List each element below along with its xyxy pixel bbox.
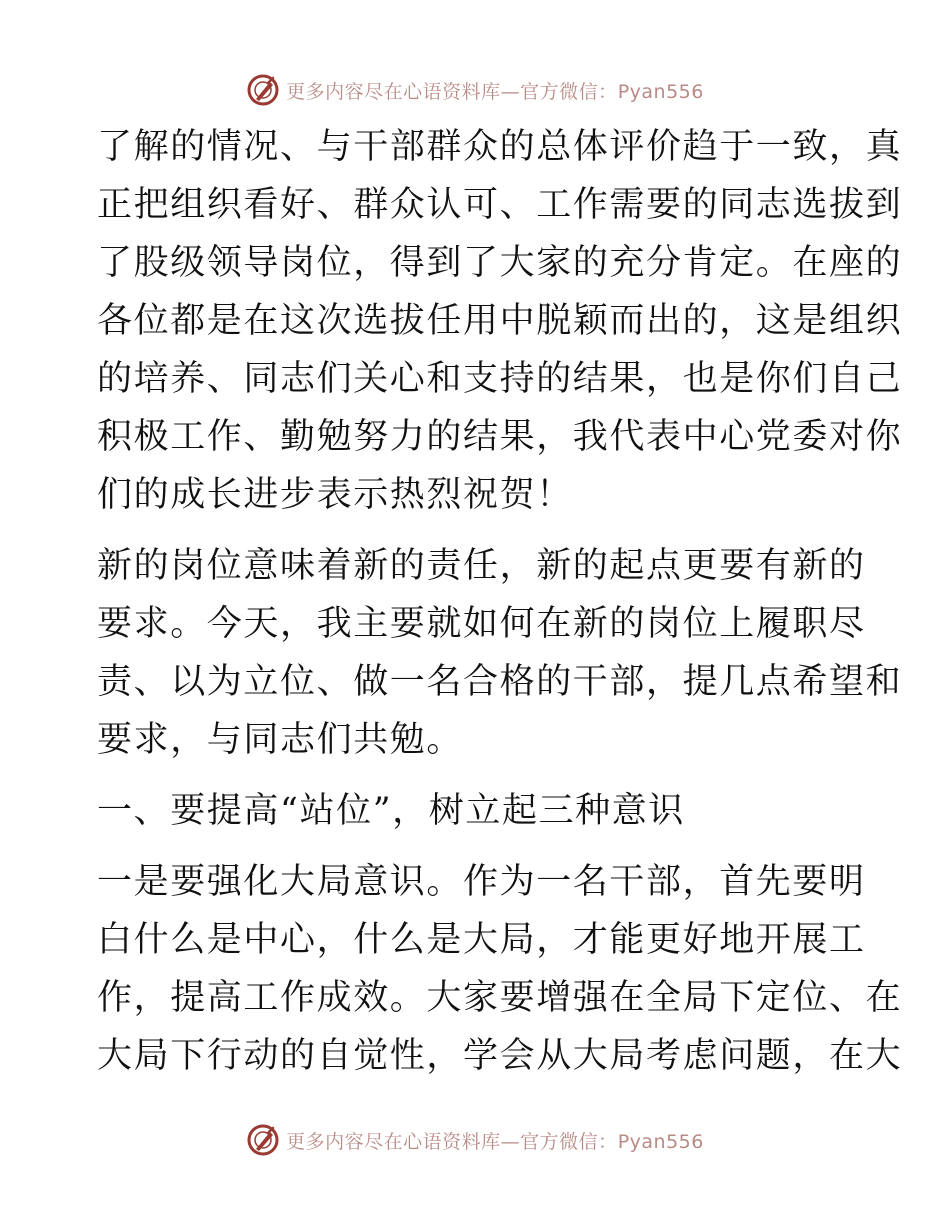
banner-watermark-text <box>286 1127 704 1154</box>
text-line: 新的岗位意味着新的责任，新的起点更要有新的 <box>97 546 866 586</box>
paragraph <box>97 853 903 1085</box>
text-line: 积极工作、勤勉努力的结果，我代表中心党委对你 <box>97 417 903 457</box>
footer-banner <box>0 1118 950 1162</box>
banner-separator: — <box>500 80 521 103</box>
banner-brand-text: 更多内容尽在心语资料库 <box>286 80 501 103</box>
paragraph <box>97 537 903 769</box>
banner-brand-text: 更多内容尽在心语资料库 <box>286 1130 501 1153</box>
section-heading <box>97 782 853 840</box>
text-line: 正把组织看好、群众认可、工作需要的同志选拔到 <box>97 185 903 225</box>
text-line: 要求。今天，我主要就如何在新的岗位上履职尽 <box>97 604 866 644</box>
banner-separator: — <box>500 1130 521 1153</box>
banner-contact-id: Pyan556 <box>617 80 704 103</box>
text-line: 责、以为立位、做一名合格的干部，提几点希望和 <box>97 662 903 702</box>
text-line: 作，提高工作成效。大家要增强在全局下定位、在 <box>97 978 903 1018</box>
text-line: 的培养、同志们关心和支持的结果，也是你们自己 <box>97 359 903 399</box>
text-line: 一是要强化大局意识。作为一名干部，首先要明 <box>97 862 866 902</box>
seal-logo-icon <box>246 1123 280 1157</box>
text-line: 大局下行动的自觉性，学会从大局考虑问题，在大 <box>97 1036 903 1076</box>
seal-logo-icon <box>246 73 280 107</box>
banner-contact-label: 官方微信： <box>520 80 618 103</box>
banner-contact-label: 官方微信： <box>520 1130 618 1153</box>
text-line: 一、要提高“站位”，树立起三种意识 <box>97 791 685 831</box>
text-line: 们的成长进步表示热烈祝贺！ <box>97 475 573 515</box>
text-line: 了股级领导岗位，得到了大家的充分肯定。在座的 <box>97 243 903 283</box>
banner-contact-id: Pyan556 <box>617 1130 704 1153</box>
text-line: 了解的情况、与干部群众的总体评价趋于一致，真 <box>97 127 903 167</box>
text-line: 要求，与同志们共勉。 <box>97 720 464 760</box>
banner-watermark-text <box>286 77 704 104</box>
text-line: 各位都是在这次选拔任用中脱颖而出的，这是组织 <box>97 301 903 341</box>
paragraph <box>97 118 903 524</box>
text-line: 白什么是中心，什么是大局，才能更好地开展工 <box>97 920 866 960</box>
header-banner <box>0 68 950 112</box>
document-body <box>97 118 903 1085</box>
